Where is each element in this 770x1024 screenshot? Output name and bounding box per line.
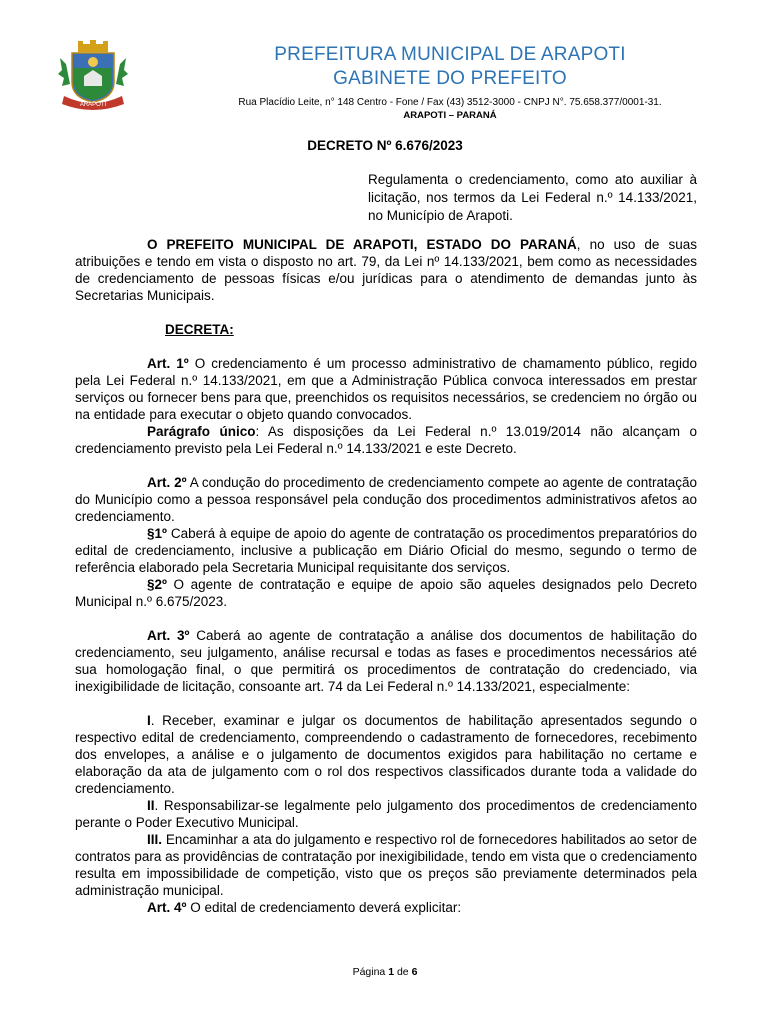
header-address: Rua Placídio Leite, n° 148 Centro - Fone / Fax (43) 3512-3000 - CNPJ N°. 75.658.377/0001-31. [238,97,662,108]
article-2-paragraph-2-text: O agente de contratação e equipe de apoio são aqueles designados pelo Decreto Municipal n.º 6.675/2023. [75,577,697,609]
decree-title: DECRETO Nº 6.676/2023 [307,138,463,153]
article-2-paragraph-2 [75,576,697,610]
article-3-item-2 [75,797,697,831]
article-1-text: O credenciamento é um processo administrativo de chamamento público, regido pela Lei Federal n.º 14.133/2021, em que a Administração Pública convoca interessados em prestar serviços ou fornecer bens para que, preenchidos os requisitos necessários, se credenciem no órgão ou na entidade para executar o objeto quando convocados. [75,356,697,422]
item-3-text: Encaminhar a ata do julgamento e respectivo rol de fornecedores habilitados ao setor de contratos para as providências de contratação por inexigibilidade, tendo em vista que o credenciamento resulta em impossibilidade de competição, visto que os preços são previamente determinados pela administração municipal. [75,832,697,898]
document-body [75,236,697,916]
article-3-text: Caberá ao agente de contratação a análise dos documentos de habilitação do credenciamento, seu julgamento, análise recursal e todas as fases e procedimentos necessários até sua homologação final, o que permitirá os procedimentos de contratação do credenciado, via inexigibilidade de licitação, consoante art. 74 da Lei Federal n.º 14.133/2021, especialmente: [75,628,697,694]
footer-page-word: Página [352,966,386,978]
article-2-label: Art. 2º [147,475,187,490]
preamble-authority: O PREFEITO MUNICIPAL DE ARAPOTI, ESTADO DO PARANÁ [147,237,577,252]
preamble-text: , no uso de suas atribuições e tendo em vista o disposto no art. 79, da Lei nº 14.133/2021, bem como as necessidades de credenciamento de pessoas físicas e/ou jurídicas para o atendimento de demandas junto às Secretarias Municipais. [75,237,697,303]
crest-ribbon-text: ARAPOTI [79,102,107,108]
article-3-item-3 [75,831,697,899]
article-2 [75,474,697,525]
article-1-label: Art. 1º [147,356,189,371]
article-2-paragraph-2-label: §2º [147,577,167,592]
footer-page-number: 1 [388,966,395,978]
header-title-municipality: PREFEITURA MUNICIPAL DE ARAPOTI [274,44,626,65]
decree-ementa: Regulamenta o credenciamento, como ato auxiliar à licitação, nos termos da Lei Federal n.º 14.133/2021, no Município de Arapoti. [368,172,697,223]
footer-of-word: de [396,966,409,978]
article-3-item-1 [75,712,697,797]
header-title-office: GABINETE DO PREFEITO [333,68,567,89]
item-1-text: . Receber, examinar e julgar os documentos de habilitação apresentados segundo o respectivo edital de credenciamento, compreendendo o cadastramento de fornecedores, recebimento dos envelopes, a análise e o julgamento de documentos exigidos para habilitação no certame e elaboração da ata de julgamento com o rol dos respectivos classificados durante toda a validade do credenciamento. [75,713,697,796]
article-2-paragraph-1-text: Caberá à equipe de apoio do agente de contratação os procedimentos preparatórios do edital de credenciamento, inclusive a publicação em Diário Oficial do mesmo, segundo o termo de referência elaborado pela Secretaria Municipal requisitante dos serviços. [75,526,697,575]
article-4-text: O edital de credenciamento deverá explicitar: [186,900,462,915]
article-2-paragraph-1 [75,525,697,576]
item-2-text: . Responsabilizar-se legalmente pelo julgamento dos procedimentos de credenciamento perante o Poder Executivo Municipal. [75,798,697,830]
sole-paragraph-label: Parágrafo único [147,424,256,439]
article-2-paragraph-1-label: §1º [147,526,167,541]
article-4-label: Art. 4º [147,900,187,915]
article-4 [75,899,697,916]
page-footer [0,966,770,978]
footer-page-total: 6 [411,966,418,978]
header-address-block [150,96,750,122]
item-3-label: III. [147,832,163,847]
article-3 [75,627,697,695]
preamble-paragraph [75,236,697,304]
article-3-label: Art. 3º [147,628,190,643]
article-1 [75,355,697,423]
municipal-crest-logo [58,40,128,112]
item-2-label: II [147,798,155,813]
header-city-state: ARAPOTI – PARANÁ [403,110,497,121]
article-1-sole-paragraph [75,423,697,457]
article-2-text: A condução do procedimento de credenciamento compete ao agente de contratação do Município como a pessoa responsável pela condução dos procedimentos administrativos afetos ao credenciamento. [75,475,697,524]
decreta-heading: DECRETA: [165,322,234,337]
sole-paragraph-text: : As disposições da Lei Federal n.º 13.019/2014 não alcançam o credenciamento previsto pela Lei Federal n.º 14.133/2021 e este Decreto. [75,424,697,456]
item-1-label: I [147,713,151,728]
